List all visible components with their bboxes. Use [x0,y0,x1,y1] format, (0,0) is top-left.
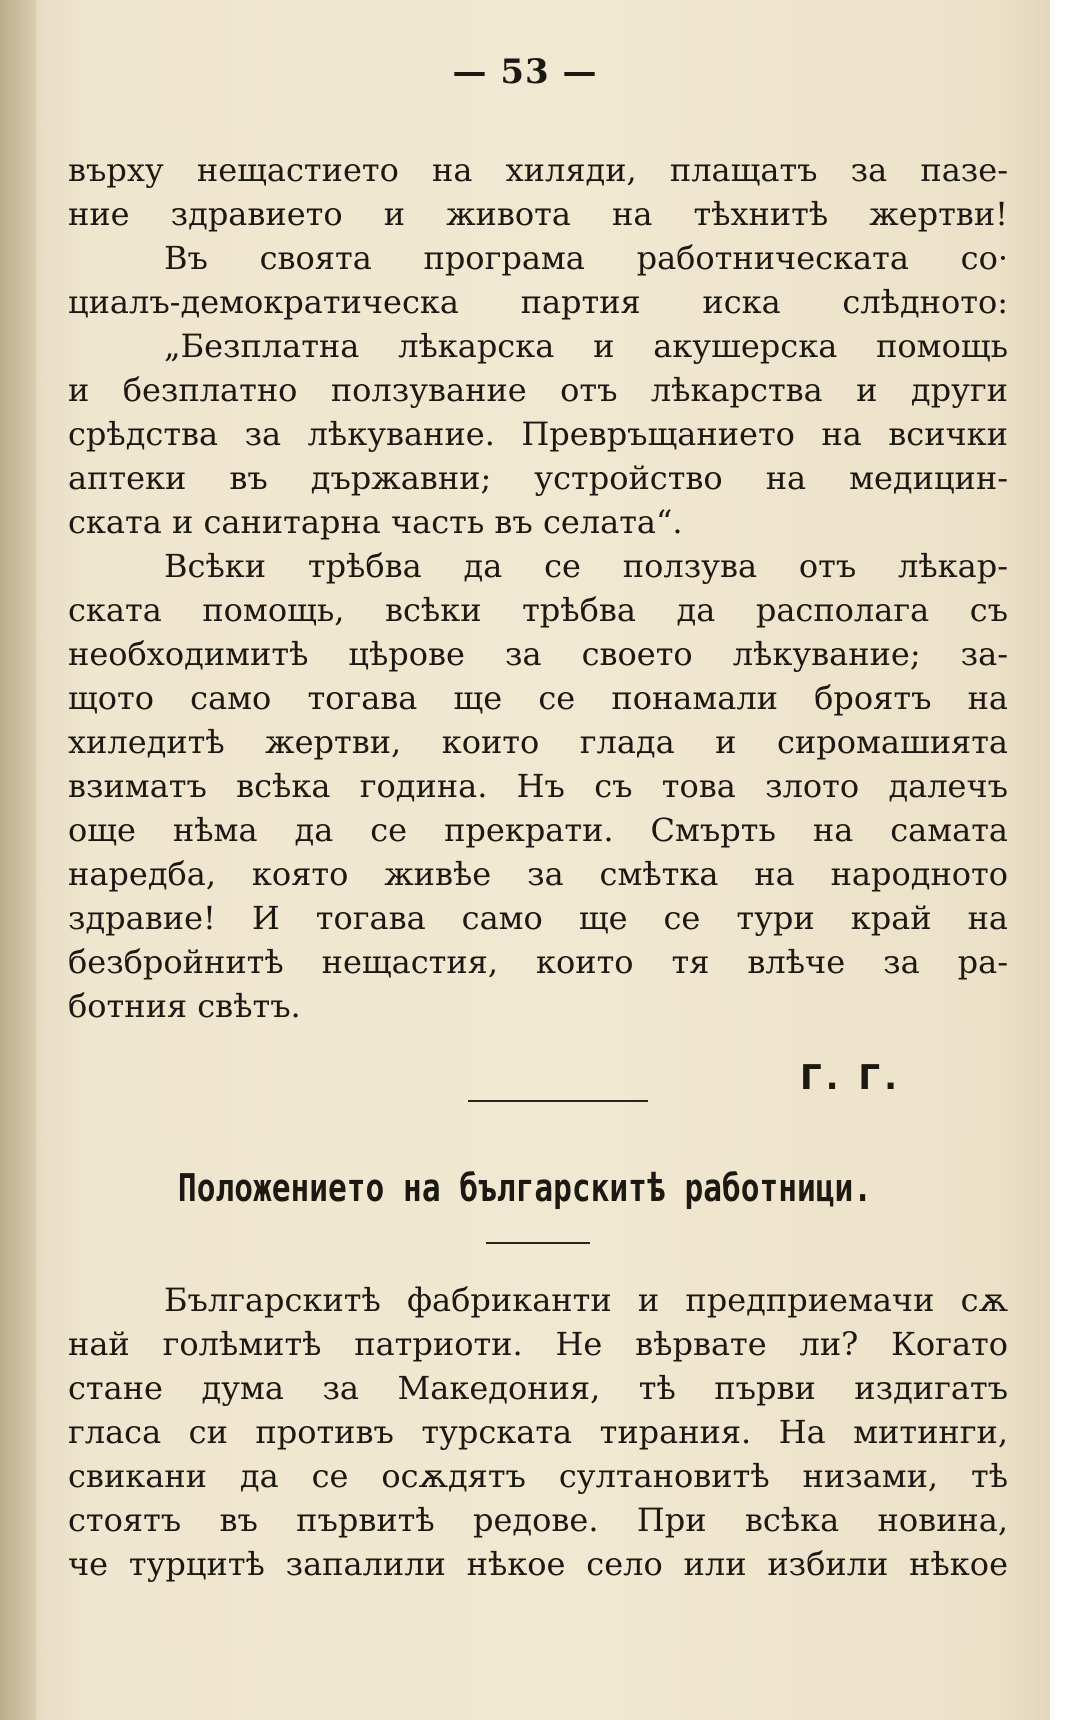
text-line: гласа си противъ турската тирания. На митинги, [68,1413,1008,1451]
text-line: още нѣма да се прекрати. Смърть на самата [68,811,1008,849]
text-line: „Безплатна лѣкарска и акушерска помощь [164,327,1008,365]
text-line: срѣдства за лѣкувание. Превръщанието на всички [68,415,1008,453]
text-line: стане дума за Македония, тѣ първи издигатъ [68,1369,1008,1407]
text-line: Въ своята програма работническата со· [164,239,1008,277]
text-line: безбройнитѣ нещастия, които тя влѣче за ра- [68,943,1008,981]
text-line: Българскитѣ фабриканти и предприемачи сѫ [164,1281,1008,1319]
text-line: Всѣки трѣбва да се ползува отъ лѣкар- [164,547,1008,585]
text-line: стоятъ въ първитѣ редове. При всѣка новина, [68,1501,1008,1539]
page-spine-shadow [0,0,36,1720]
text-line: аптеки въ държавни; устройство на медицин- [68,459,1008,497]
text-line: върху нещастието на хиляди, плащатъ за пазе- [68,151,1008,189]
article-body-workers [68,1278,1008,1586]
text-line: ние здравието и живота на тѣхнитѣ жертви! [68,195,1008,233]
text-line: ската и санитарна часть въ селата“. [68,503,683,541]
text-line: най голѣмитѣ патриоти. Не вѣрвате ли? Когато [68,1325,1008,1363]
text-line: свикани да се осѫдятъ султановитѣ низами, тѣ [68,1457,1008,1495]
text-line: щото само тогава ще се понамали броятъ на [68,679,1008,717]
text-line: ската помощь, всѣки трѣбва да располага съ [68,591,1008,629]
title-underline [486,1242,590,1244]
text-line: циалъ-демократическа партия иска слѣдното: [68,283,1008,321]
text-line: необходимитѣ цѣрове за своето лѣкувание; за- [68,635,1008,673]
text-line: че турцитѣ запалили нѣкое село или избили нѣкое [68,1545,1008,1583]
section-title: Положението на българскитѣ работници. [177,1166,873,1210]
text-line: наредба, която живѣе за смѣтка на народното [68,855,1008,893]
author-signature: Г. Г. [800,1058,901,1098]
text-line: взиматъ всѣка година. Нъ съ това злото далечъ [68,767,1008,805]
text-line: хиледитѣ жертви, които глада и сиромашията [68,723,1008,761]
text-line: здравие! И тогава само ще се тури край на [68,899,1008,937]
text-line: ботния свѣтъ. [68,987,301,1025]
article-body-health [68,148,1008,1028]
text-line: и безплатно ползувание отъ лѣкарства и други [68,371,1008,409]
page-number: — 53 — [452,52,598,92]
section-divider [468,1100,648,1102]
